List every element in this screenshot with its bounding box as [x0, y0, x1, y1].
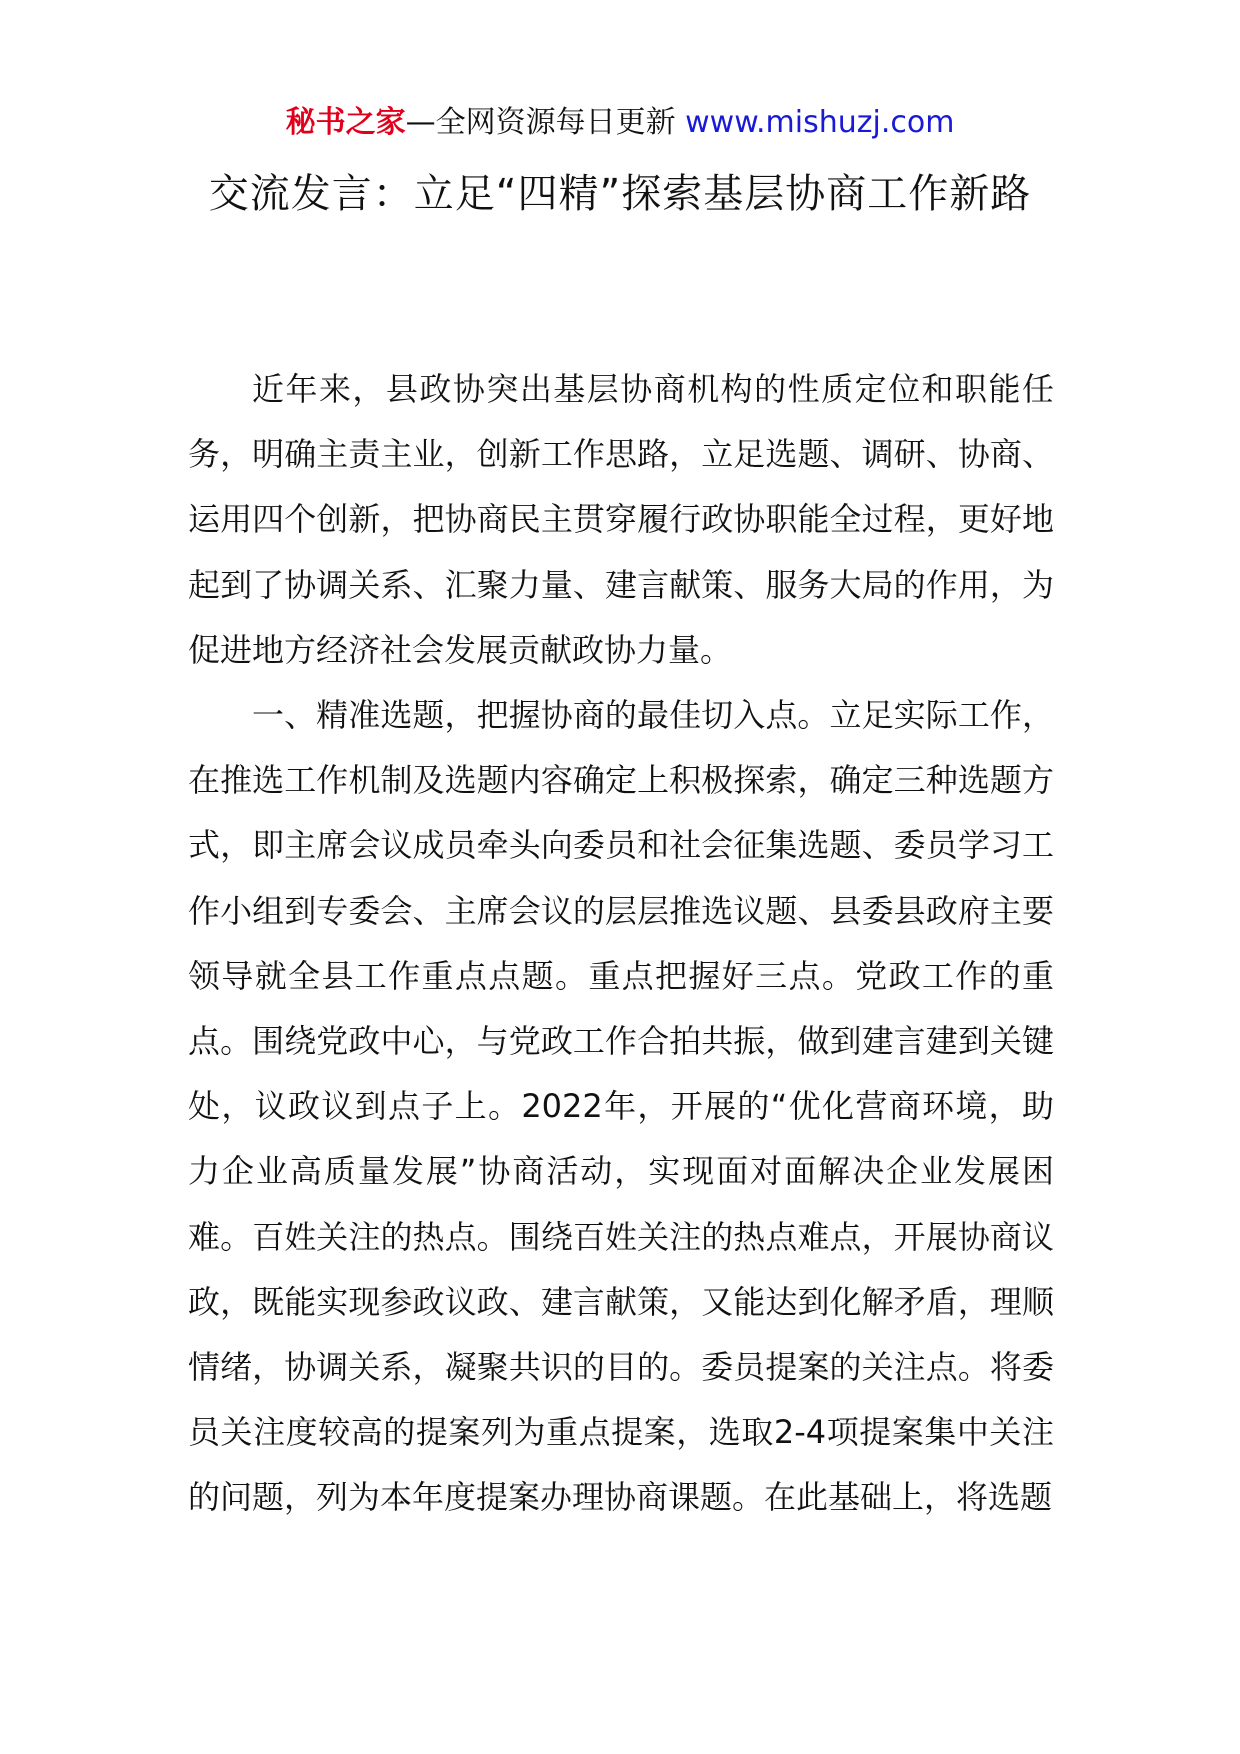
- site-url-link[interactable]: www.mishuzj.com: [685, 105, 955, 140]
- document-title: 交流发言：立足“四精”探索基层协商工作新路: [208, 171, 1032, 217]
- paragraph-section-one: 一、精准选题，把握协商的最佳切入点。立足实际工作，在推选工作机制及选题内容确定上积极探索，确定三种选题方式，即主席会议成员牵头向委员和社会征集选题、委员学习工作小组到专委会、主席会议的层层推选议题、县委县政府主要领导就全县工作重点点题。重点把握好三点。党政工作的重点。围绕党政中心，与党政工作合拍共振，做到建言建到关键处，议政议到点子上。2022年，开展的“优化营商环境，助力企业高质量发展”协商活动，实现面对面解决企业发展困难。百姓关注的热点。围绕百姓关注的热点难点，开展协商议政，既能实现参政议政、建言献策，又能达到化解矛盾，理顺情绪，协调关系，凝聚共识的目的。委员提案的关注点。将委员关注度较高的提案列为重点提案，选取2-4项提案集中关注的问题，列为本年度提案办理协商课题。在此基础上，将选题: [188, 696, 1054, 1517]
- header-tagline: —全网资源每日更新: [405, 105, 686, 140]
- document-body: [188, 357, 1054, 1531]
- paragraph-intro: 近年来，县政协突出基层协商机构的性质定位和职能任务，明确主责主业，创新工作思路，立足选题、调研、协商、运用四个创新，把协商民主贯穿履行政协职能全过程，更好地起到了协调关系、汇聚力量、建言献策、服务大局的作用，为促进地方经济社会发展贡献政协力量。: [188, 370, 1054, 669]
- site-header: [0, 103, 1240, 143]
- brand-name: 秘书之家: [285, 105, 406, 140]
